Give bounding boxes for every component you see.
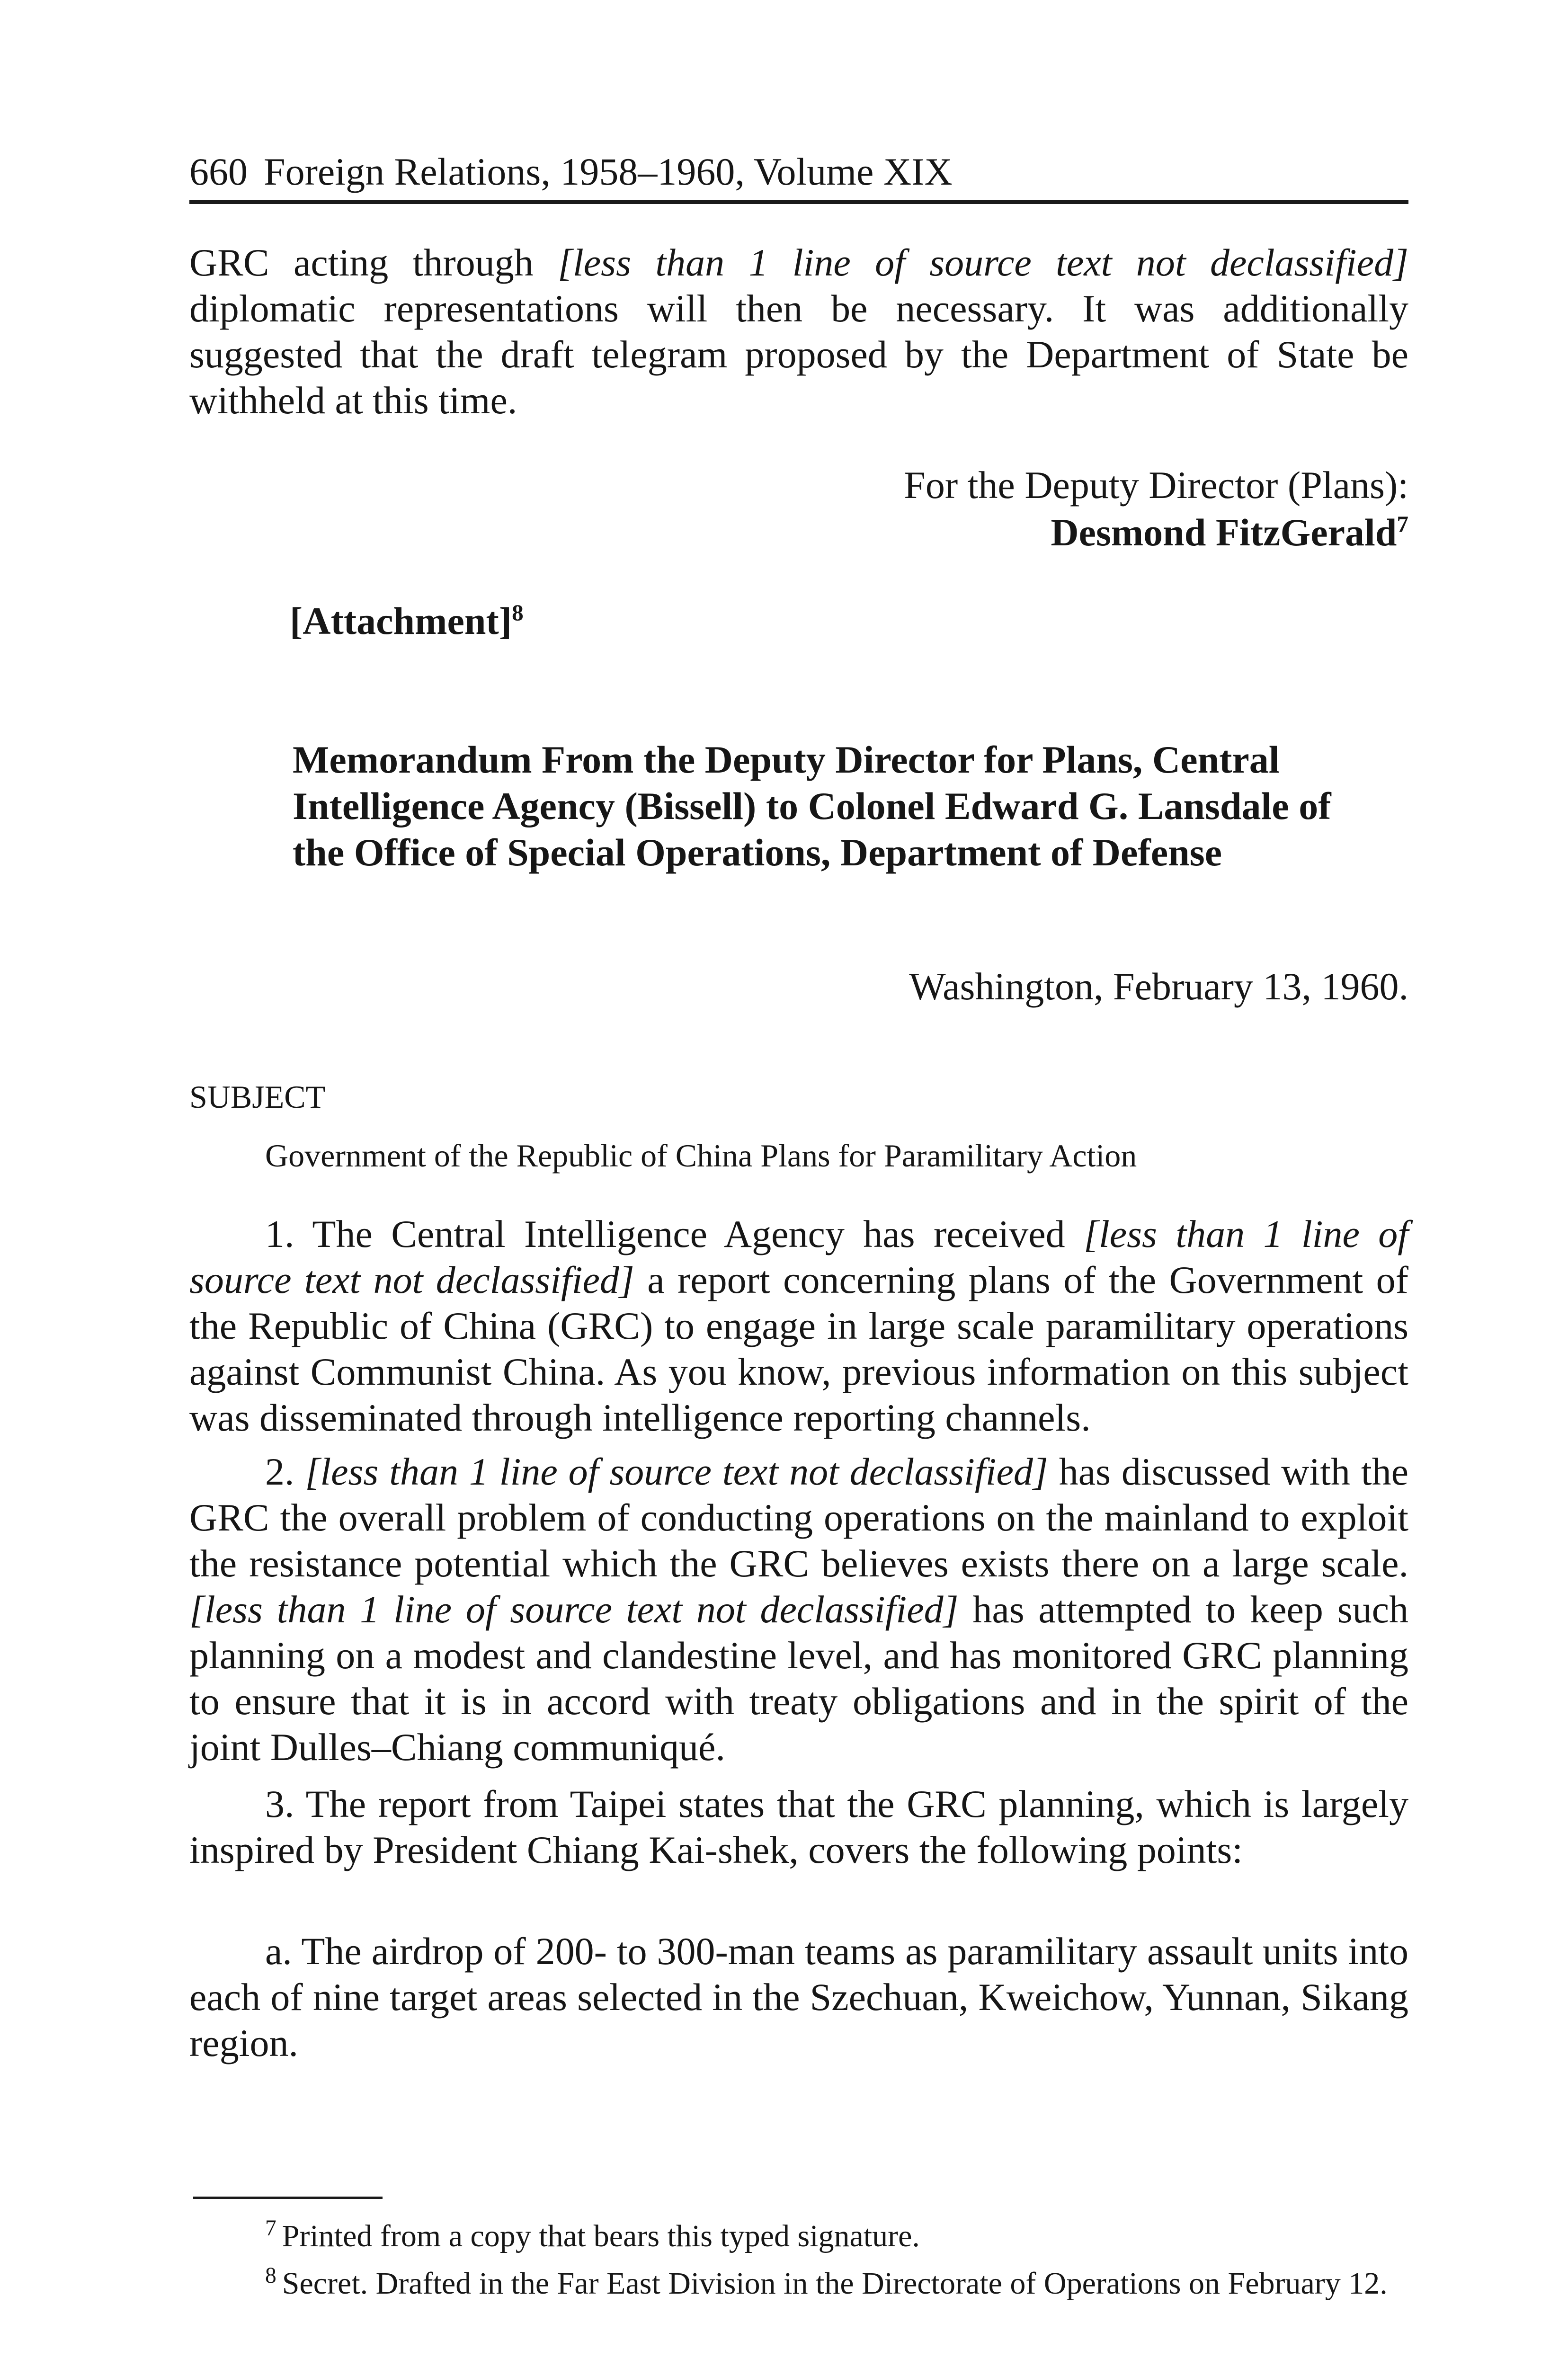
footnote-ref-8: 8 (512, 599, 524, 626)
paragraph-1-redaction: [less than 1 line of source text not declassified] (189, 1212, 1409, 1301)
subject-text: Government of the Republic of China Plans for Paramilitary Action (265, 1138, 1137, 1174)
attachment-heading (290, 599, 524, 643)
footnote-8 (189, 2263, 1408, 2305)
paragraph-2-text-b: has discussed with the GRC the overall problem of conducting operations on the mainland to exploit the resistance potential which the GRC believes exists there on a large scale. (189, 1450, 1408, 1585)
footnote-7-text: Printed from a copy that bears this typed signature. (282, 2219, 920, 2253)
signature-name: Desmond FitzGerald (1051, 511, 1397, 554)
intro-text-1: GRC acting through (189, 241, 558, 284)
signature-for-line: For the Deputy Director (Plans): (904, 463, 1408, 507)
paragraph-2-redaction-1: [less than 1 line of source text not declassified] (305, 1450, 1048, 1493)
signature-name-line (904, 509, 1408, 556)
paragraph-2-text-a: 2. (265, 1450, 305, 1493)
footnote-ref-7: 7 (1397, 511, 1408, 537)
running-title: Foreign Relations, 1958–1960, Volume XIX (264, 150, 953, 193)
paragraph-1 (189, 1211, 1408, 1441)
intro-paragraph (189, 240, 1408, 423)
memo-dateline: Washington, February 13, 1960. (909, 965, 1408, 1008)
footnote-7 (189, 2216, 1408, 2257)
paragraph-1-text-b: a report concerning plans of the Government of the Republic of China (GRC) to engage in large scale paramilitary operations against Communist China. As you know, previous information on this subject was disseminated through intelligence reporting channels. (189, 1258, 1408, 1439)
footnote-divider (193, 2197, 383, 2199)
footnote-8-text: Secret. Drafted in the Far East Division in the Directorate of Operations on February 12. (282, 2266, 1388, 2301)
paragraph-3a: a. The airdrop of 200- to 300-man teams as paramilitary assault units into each of nine target areas selected in the Szechuan, Kweichow, Yunnan, Sikang region. (189, 1930, 1408, 2064)
paragraph-1-text-a: 1. The Central Intelligence Agency has received (265, 1212, 1084, 1255)
running-header (189, 146, 1408, 204)
subject-label: SUBJECT (189, 1079, 326, 1115)
signature-block (904, 462, 1408, 556)
page-number: 660 (189, 150, 248, 193)
memo-title: Memorandum From the Deputy Director for Plans, Central Intelligence Agency (Bissell) to Colonel Edward G. Lansdale of the Office of Special Operations, Department of Defense (293, 738, 1331, 874)
attachment-label: [Attachment] (290, 599, 512, 642)
paragraph-2-redaction-2: [less than 1 line of source text not declassified] (189, 1588, 959, 1631)
paragraph-2 (189, 1449, 1408, 1770)
footnote-7-number: 7 (265, 2216, 276, 2241)
paragraph-2-text-c: has attempted to keep such planning on a modest and clandestine level, and has monitored GRC planning to ensure that it is in accord with treaty obligations and in the spirit of the joint Dulles–Chiang communiqué. (189, 1588, 1408, 1769)
intro-redaction: [less than 1 line of source text not declassified] (558, 241, 1408, 284)
intro-text-2: diplomatic representations will then be necessary. It was additionally suggested that the draft telegram proposed by the Department of State be withheld at this time. (189, 287, 1408, 422)
paragraph-3: 3. The report from Taipei states that the GRC planning, which is largely inspired by President Chiang Kai-shek, covers the following points: (189, 1782, 1408, 1871)
footnote-8-number: 8 (265, 2263, 276, 2288)
